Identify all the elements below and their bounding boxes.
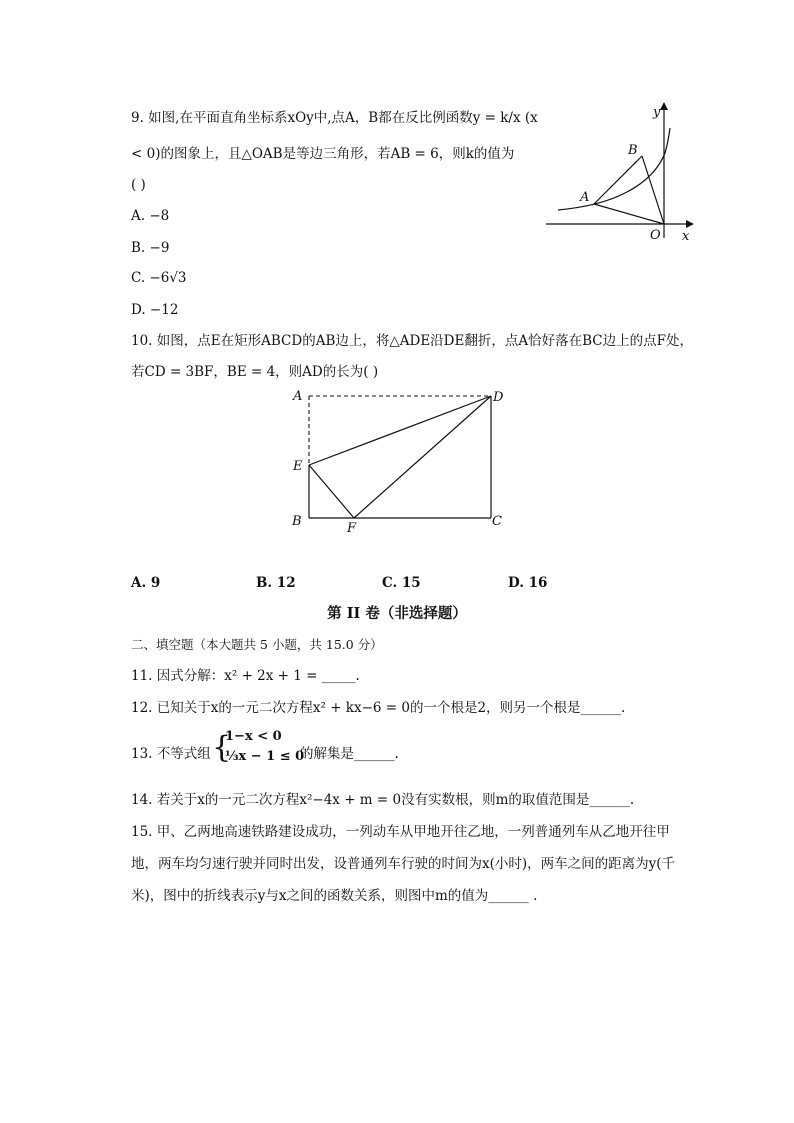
q12: 12. 已知关于x的一元二次方程x² + kx−6 = 0的一个根是2，则另一个根是______. xyxy=(131,700,626,716)
q10-label-f: F xyxy=(347,521,357,536)
q9-option-a: A. −8 xyxy=(131,208,170,224)
q9-y-arrow xyxy=(660,102,668,110)
q9-segment-oa xyxy=(594,204,664,224)
q9-line-2: < 0)的图象上，且△OAB是等边三角形，若AB = 6，则k的值为 xyxy=(131,146,515,162)
q10-segment-fd xyxy=(354,396,491,518)
q10-figure xyxy=(285,383,510,538)
q9-line-1: 9. 如图,在平面直角坐标系xOy中,点A，B都在反比例函数y = k/x (x xyxy=(131,110,538,126)
q9-option-d: D. −12 xyxy=(131,302,179,318)
q10-label-c: C xyxy=(492,514,502,529)
q10-option-b: B. 12 xyxy=(256,575,296,591)
q9-x-arrow xyxy=(686,220,694,228)
q10-option-a: A. 9 xyxy=(131,575,161,591)
q9-label-b: B xyxy=(628,143,638,158)
q10-segment-ef xyxy=(309,465,354,518)
q10-label-d: D xyxy=(493,390,504,405)
q10-label-a: A xyxy=(293,389,303,404)
q13-inequality-2: ⅓x − 1 ≤ 0 xyxy=(225,749,305,764)
q13-inequality-1: 1−x < 0 xyxy=(225,729,282,744)
section-2-heading: 二、填空题（本大题共 5 小题，共 15.0 分） xyxy=(131,637,383,652)
section-2-title: 第 II 卷（非选择题） xyxy=(327,605,467,622)
q9-label-x: x xyxy=(682,229,690,244)
q9-option-c: C. −6√3 xyxy=(131,270,187,286)
q15-line-1: 15. 甲、乙两地高速铁路建设成功，一列动车从甲地开往乙地，一列普通列车从乙地开往甲 xyxy=(131,824,670,840)
q9-segment-ob xyxy=(642,156,664,224)
q9-label-y: y xyxy=(653,105,661,120)
q10-option-d: D. 16 xyxy=(508,575,548,591)
q13-suffix: 的解集是______. xyxy=(300,746,399,762)
q10-label-b: B xyxy=(292,514,302,529)
q14: 14. 若关于x的一元二次方程x²−4x + m = 0没有实数根，则m的取值范围是______. xyxy=(131,792,635,808)
q11: 11. 因式分解：x² + 2x + 1 = _____. xyxy=(131,668,360,684)
q10-line-2: 若CD = 3BF，BE = 4，则AD的长为( ) xyxy=(131,364,379,380)
q15-line-3: 米)，图中的折线表示y与x之间的函数关系，则图中m的值为______ . xyxy=(131,888,538,904)
q10-label-e: E xyxy=(293,459,303,474)
q9-label-o: O xyxy=(650,228,661,243)
q10-option-c: C. 15 xyxy=(382,575,421,591)
q9-answer-bracket: ( ) xyxy=(131,177,146,193)
q13-prefix: 13. 不等式组 xyxy=(131,746,211,762)
q10-segment-ed xyxy=(309,396,491,465)
q9-figure xyxy=(540,98,700,248)
q9-hyperbola-curve xyxy=(558,128,670,210)
q9-label-a: A xyxy=(580,190,590,205)
q10-line-1: 10. 如图，点E在矩形ABCD的AB边上，将△ADE沿DE翻折，点A恰好落在BC边上的点F处， xyxy=(131,333,693,349)
q9-option-b: B. −9 xyxy=(131,240,170,256)
q13-brace: { xyxy=(212,730,232,765)
q15-line-2: 地，两车均匀速行驶并同时出发，设普通列车行驶的时间为x(小时)，两车之间的距离为y(千 xyxy=(131,856,676,872)
